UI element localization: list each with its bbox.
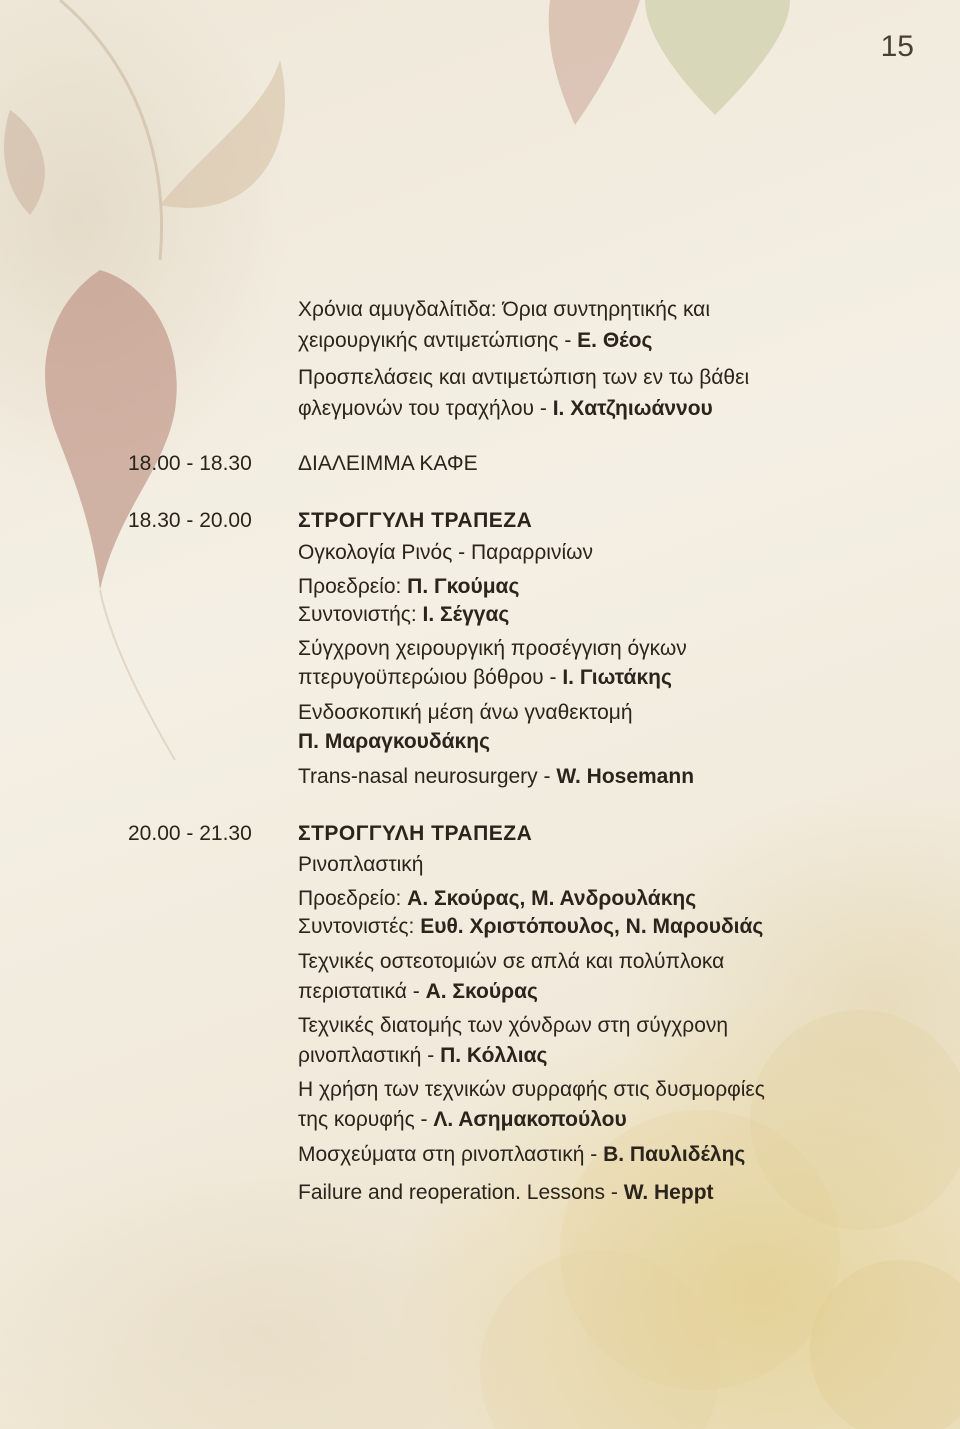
page-number: 15 xyxy=(880,30,914,63)
speaker-name: Ε. Θέος xyxy=(577,329,653,352)
chair-line: Προεδρείο: Π. Γκούμας xyxy=(298,575,520,598)
talk-title-line: Η χρήση των τεχνικών συρραφής στις δυσμορφίες xyxy=(298,1078,765,1101)
talk-title-line: της κορυφής - Λ. Ασημακοπούλου xyxy=(298,1108,627,1131)
speaker-name: Ι. Γιωτάκης xyxy=(562,666,672,689)
speaker-name: Λ. Ασημακοπούλου xyxy=(433,1108,627,1131)
session-subtitle: Ρινοπλαστική xyxy=(298,853,424,876)
talk-title-line: πτερυγοϋπερώιου βόθρου - Ι. Γιωτάκης xyxy=(298,666,672,689)
chair-line: Προεδρείο: Α. Σκούρας, Μ. Ανδρουλάκης xyxy=(298,887,697,910)
coordinator-name: Ευθ. Χριστόπουλος, Ν. Μαρουδιάς xyxy=(420,915,764,938)
talk-title-line: Προσπελάσεις και αντιμετώπιση των εν τω βάθει xyxy=(298,366,750,389)
talk-title-line: Σύγχρονη χειρουργική προσέγγιση όγκων xyxy=(298,637,687,660)
session-time: 18.30 - 20.00 xyxy=(128,509,252,532)
small-leaf-icon xyxy=(4,110,45,215)
session-time: 18.00 - 18.30 xyxy=(128,452,252,475)
chair-name: Α. Σκούρας, Μ. Ανδρουλάκης xyxy=(407,887,697,910)
talk-title-line: Χρόνια αμυγδαλίτιδα: Όρια συντηρητικής και xyxy=(298,298,710,321)
session-title: ΣΤΡΟΓΓΥΛΗ ΤΡΑΠΕΖΑ xyxy=(298,509,533,532)
speaker-name: Π. Μαραγκουδάκης xyxy=(298,730,490,753)
session-time: 20.00 - 21.30 xyxy=(128,822,252,845)
talk-title-line: Ενδοσκοπική μέση άνω γναθεκτομή xyxy=(298,701,633,724)
beige-leaf-icon xyxy=(160,60,285,208)
talk-title-line: Μοσχεύματα στη ρινοπλαστική - Β. Παυλιδέλης xyxy=(298,1143,746,1166)
speaker-name: Π. Κόλλιας xyxy=(440,1044,548,1067)
break-title: ΔΙΑΛΕΙΜΜΑ ΚΑΦΕ xyxy=(298,452,478,475)
red-leaf-icon xyxy=(45,270,177,590)
coordinator-name: Ι. Σέγγας xyxy=(422,603,510,626)
coordinator-line: Συντονιστές: Ευθ. Χριστόπουλος, Ν. Μαρουδιάς xyxy=(298,915,764,938)
speaker-name: Α. Σκούρας xyxy=(425,980,538,1003)
speaker-name: Ι. Χατζηιωάννου xyxy=(552,397,713,420)
green-leaf-icon xyxy=(645,0,790,115)
talk-title-line: Failure and reoperation. Lessons - W. Heppt xyxy=(298,1181,714,1204)
session-title: ΣΤΡΟΓΓΥΛΗ ΤΡΑΠΕΖΑ xyxy=(298,822,533,845)
talk-title-line: Τεχνικές διατομής των χόνδρων στη σύγχρονη xyxy=(298,1014,729,1037)
talk-title-line: χειρουργικής αντιμετώπισης - Ε. Θέος xyxy=(298,329,653,352)
talk-title-line: ρινοπλαστική - Π. Κόλλιας xyxy=(298,1044,548,1067)
session-subtitle: Ογκολογία Ρινός - Παραρρινίων xyxy=(298,541,594,564)
talk-title-line: περιστατικά - Α. Σκούρας xyxy=(298,980,538,1003)
coordinator-line: Συντονιστής: Ι. Σέγγας xyxy=(298,603,510,626)
speaker-name: W. Hosemann xyxy=(556,765,695,788)
talk-title-line: Τεχνικές οστεοτομιών σε απλά και πολύπλοκα xyxy=(298,950,725,973)
gold-texture xyxy=(480,1010,960,1429)
speaker-name: Β. Παυλιδέλης xyxy=(603,1143,746,1166)
chair-name: Π. Γκούμας xyxy=(407,575,520,598)
speaker-name: W. Heppt xyxy=(623,1181,714,1204)
talk-title-line: Trans-nasal neurosurgery - W. Hosemann xyxy=(298,765,695,788)
red-leaf-icon-right xyxy=(549,0,640,125)
talk-title-line: φλεγμονών του τραχήλου - Ι. Χατζηιωάννου xyxy=(298,397,713,420)
